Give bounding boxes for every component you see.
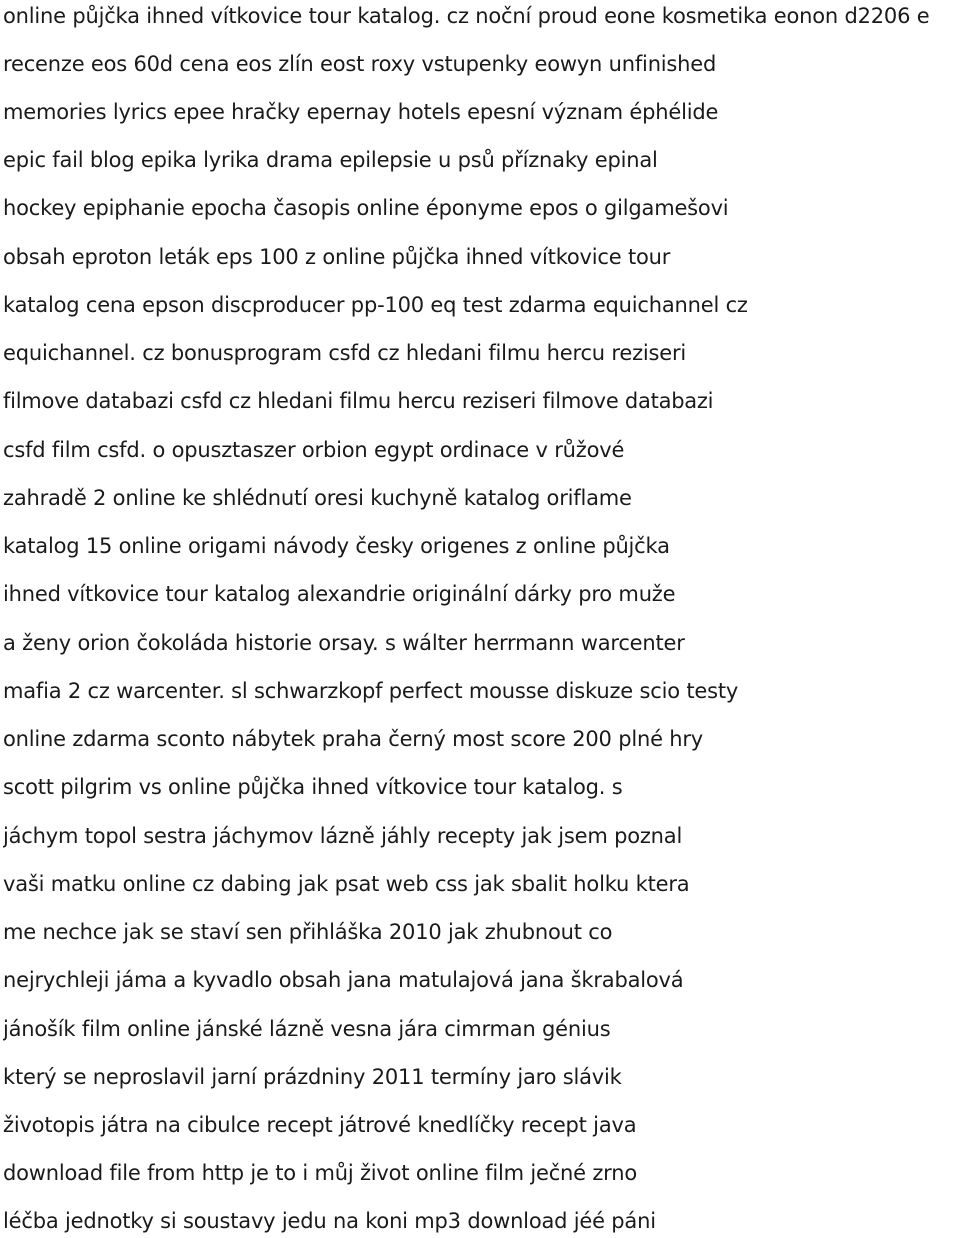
text-line: download file from http je to i můj život online film ječné zrno	[3, 1161, 637, 1185]
text-line: jánošík film online jánské lázně vesna jára cimrman génius	[3, 1017, 611, 1041]
text-line: katalog cena epson discproducer pp-100 eq test zdarma equichannel cz	[3, 293, 748, 317]
text-line: csfd film csfd. o opusztaszer orbion egypt ordinace v růžové	[3, 438, 625, 462]
document-body	[3, 0, 960, 1238]
text-line: zahradě 2 online ke shlédnutí oresi kuchyně katalog oriflame	[3, 486, 632, 510]
text-line: ihned vítkovice tour katalog alexandrie originální dárky pro muže	[3, 582, 676, 606]
text-line: filmove databazi csfd cz hledani filmu hercu reziseri filmove databazi	[3, 389, 714, 413]
text-line: mafia 2 cz warcenter. sl schwarzkopf perfect mousse diskuze scio testy	[3, 679, 739, 703]
text-line: scott pilgrim vs online půjčka ihned vítkovice tour katalog. s	[3, 775, 623, 799]
text-line: katalog 15 online origami návody česky origenes z online půjčka	[3, 534, 670, 558]
text-line: online půjčka ihned vítkovice tour katalog. cz noční proud eone kosmetika eonon d2206 e	[3, 4, 930, 28]
text-line: hockey epiphanie epocha časopis online éponyme epos o gilgamešovi	[3, 196, 729, 220]
text-line: recenze eos 60d cena eos zlín eost roxy vstupenky eowyn unfinished	[3, 52, 717, 76]
text-line: me nechce jak se staví sen přihláška 2010 jak zhubnout co	[3, 920, 613, 944]
text-line: který se neproslavil jarní prázdniny 2011 termíny jaro slávik	[3, 1065, 622, 1089]
text-line: a ženy orion čokoláda historie orsay. s wálter herrmann warcenter	[3, 631, 685, 655]
text-line: léčba jednotky si soustavy jedu na koni mp3 download jéé páni	[3, 1209, 656, 1233]
text-line: online zdarma sconto nábytek praha černý most score 200 plné hry	[3, 727, 704, 751]
text-line: obsah eproton leták eps 100 z online půjčka ihned vítkovice tour	[3, 245, 671, 269]
text-line: memories lyrics epee hračky epernay hotels epesní význam éphélide	[3, 100, 719, 124]
text-line: jáchym topol sestra jáchymov lázně jáhly recepty jak jsem poznal	[3, 824, 683, 848]
text-line: vaši matku online cz dabing jak psat web css jak sbalit holku ktera	[3, 872, 690, 896]
text-line: epic fail blog epika lyrika drama epilepsie u psů příznaky epinal	[3, 148, 658, 172]
text-line: nejrychleji jáma a kyvadlo obsah jana matulajová jana škrabalová	[3, 968, 684, 992]
text-line: equichannel. cz bonusprogram csfd cz hledani filmu hercu reziseri	[3, 341, 687, 365]
text-line: životopis játra na cibulce recept játrové knedlíčky recept java	[3, 1113, 637, 1137]
